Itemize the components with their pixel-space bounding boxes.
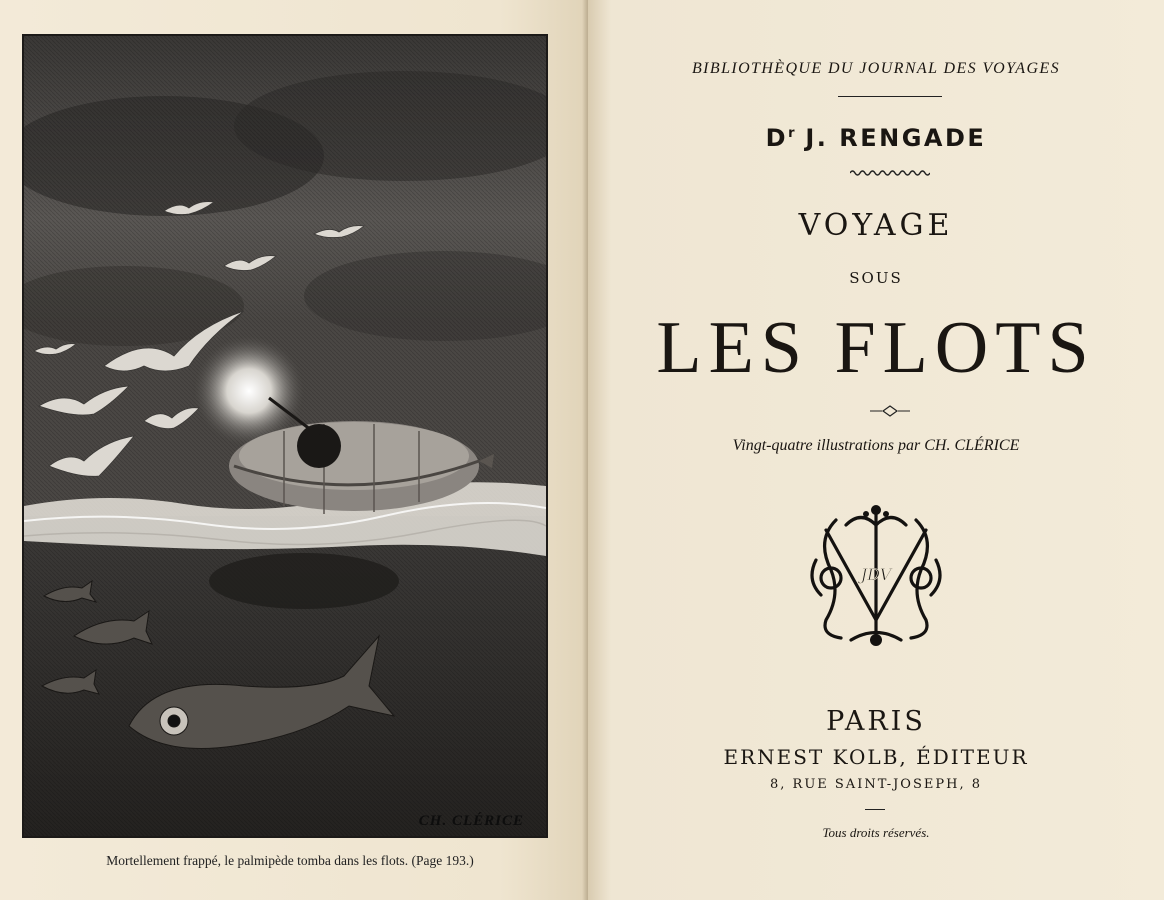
author-prefix: D [765, 124, 789, 152]
diamond-ornament [870, 404, 910, 418]
publisher-name: ERNEST KOLB, ÉDITEUR [723, 745, 1029, 769]
publication-city: PARIS [826, 706, 926, 737]
publisher-address: 8, RUE SAINT-JOSEPH, 8 [770, 777, 982, 792]
publisher-monogram [806, 500, 946, 650]
book-title-line-2: SOUS [849, 269, 903, 287]
divider-rule [838, 96, 942, 97]
monogram-letters: JDV [860, 565, 892, 584]
author-prefix-superscript: r [788, 126, 795, 141]
author-surname: J. RENGADE [794, 124, 987, 152]
illustrations-credit: Vingt-quatre illustrations par CH. CLÉRICE [732, 437, 1020, 454]
plate-caption: Mortellement frappé, le palmipède tomba dans les flots. (Page 193.) [106, 853, 474, 868]
rights-notice: Tous droits réservés. [822, 825, 930, 840]
series-title: BIBLIOTHÈQUE DU JOURNAL DES VOYAGES [692, 60, 1060, 77]
short-divider [865, 809, 885, 810]
book-title-line-3: LES FLOTS [656, 307, 1096, 389]
wavy-ornament [850, 169, 930, 177]
plate-signature: CH. CLÉRICE [418, 813, 524, 829]
engraving-illustration [24, 36, 546, 836]
book-title-line-1: VOYAGE [798, 208, 954, 243]
right-page-title [588, 0, 1164, 900]
author-name [588, 124, 1164, 152]
engraving-plate [22, 34, 548, 838]
